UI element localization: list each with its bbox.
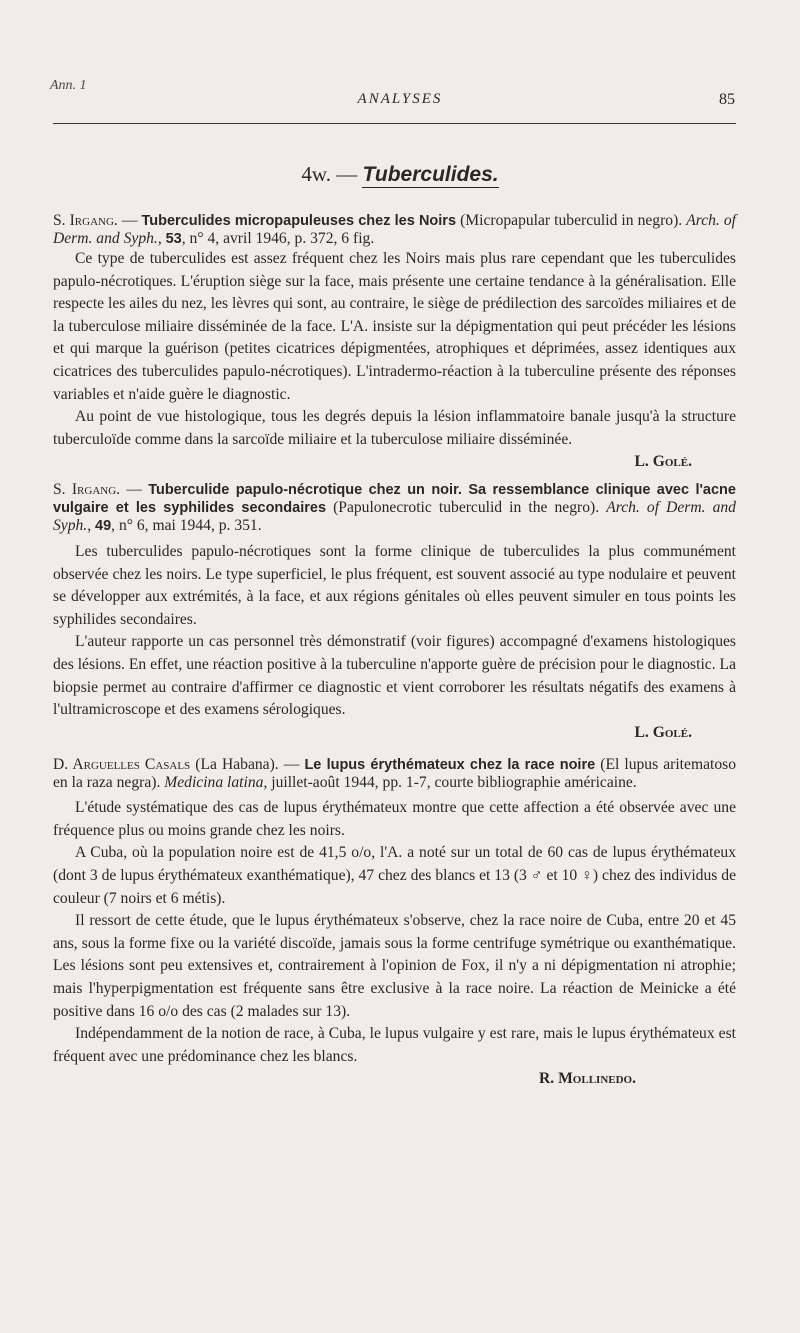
article-reference [53, 756, 736, 791]
section-number: 4w. — [301, 162, 363, 186]
abstract-paragraph: Il ressort de cette étude, que le lupus érythémateux s'observe, chez la race noire de Cuba, entre 20 et 45 ans, sous la forme fixe ou la variété discoïde, jamais sous la forme centrifuge symétrique ou exanthématique. Les lésions sont peu extensives et, contrairement à l'opinion de Fox, il n'y a ni dépigmentation ni atrophie; mais l'hyperpigmentation est fréquente sans être exclusive à la race noire. La réaction de Meinicke a été positive dans 16 o/o des cas (2 malades sur 13). [53, 912, 736, 1020]
article-body [53, 212, 736, 1091]
reference-separator: , [263, 774, 272, 792]
reference-dash: — [120, 480, 149, 498]
abstract-paragraph: Indépendamment de la notion de race, à Cuba, le lupus vulgaire y est rare, mais le lupus érythémateux est fréquent avec une prédominance chez les blancs. [53, 1025, 736, 1065]
abstract-paragraph: Au point de vue histologique, tous les degrés depuis la lésion inflammatoire banale jusqu'à la structure tuberculoïde comme dans la sarcoïde miliaire et la tuberculose miliaire disséminée. [53, 408, 736, 448]
article-author: S. Irgang. [53, 212, 118, 229]
handwritten-margin-note: Ann. 1 [50, 78, 87, 93]
journal-volume: 49 [95, 517, 112, 534]
original-title: (El lupus aritematoso en la raza negra). [53, 756, 736, 792]
journal-volume: 53 [165, 231, 182, 247]
abstract-paragraph: L'étude systématique des cas de lupus érythémateux montre que cette affection a été observée avec une fréquence plus ou moins grande chez les noirs. [53, 799, 736, 839]
running-title: ANALYSES [357, 91, 443, 107]
header-rule [53, 123, 736, 124]
article-title: Tuberculide papulo-nécrotique chez un noir. Sa ressemblance clinique avec l'acne vulgaire et les syphilides secondaires [53, 481, 736, 516]
reference-details: , n° 6, mai 1944, p. 351. [111, 516, 262, 534]
page-number: 85 [719, 91, 735, 108]
abstract-paragraph: Ce type de tuberculides est assez fréquent chez les Noirs mais plus rare cependant que les tuberculides papulo-nécrotiques. L'éruption siège sur la face, mais présente une certaine tendance à la généralisation. Elle respecte les ailes du nez, les lèvres qui sont, au contraire, le siège de prédilection des sarcoïdes miliaires et de la tuberculose miliaire disséminée de la face. L'A. insiste sur la dépigmentation qui peut précéder les lésions et qui marque la guérison (petites cicatrices dépigmentées, atrophiques et déprimées, assez identiques aux cicatrices des tuberculides papulo-nécrotiques). L'intradermo-réaction à la tuberculine présente des réponses variables et n'aide guère le diagnostic. [53, 250, 736, 403]
article-title: Le lupus érythémateux chez la race noire [304, 757, 596, 774]
article-reference [53, 212, 736, 248]
article-title: Tuberculides micropapuleuses chez les Noirs [141, 213, 457, 229]
reference-details: , n° 4, avril 1946, p. 372, 6 fig. [181, 230, 375, 247]
journal-name: Arch. of Derm. and Syph. [53, 498, 736, 534]
reference-dash: — [117, 212, 142, 229]
reference-separator: , [157, 230, 166, 247]
reference-dash: (La Habana). — [190, 756, 305, 774]
abstract-paragraph: L'auteur rapporte un cas personnel très démonstratif (voir figures) accompagné d'examens histologiques des lésions. En effet, une réaction positive à la tuberculine n'apporte guère de précision pour le diagnostic. La biopsie permet au contraire d'affirmer ce diagnostic et vient corroborer les résultats négatifs des examens à l'ultramicroscope et des examens sérologiques. [53, 633, 736, 719]
abstract-paragraph: A Cuba, où la population noire est de 41,5 o/o, l'A. a noté sur un total de 60 cas de lupus érythémateux (dont 3 de lupus érythémateux exanthématique), 47 chez des blancs et 13 (3 ♂ et 10 ♀) chez des individus de couleur (7 noirs et 6 métis). [53, 844, 736, 907]
section-heading [0, 162, 800, 187]
article-reference [53, 481, 736, 535]
article-author: S. Irgang. [53, 480, 121, 498]
original-title: (Papulonecrotic tuberculid in the negro). [326, 498, 607, 516]
section-title: Tuberculides. [362, 163, 499, 186]
journal-name: Arch. of Derm. and Syph. [53, 212, 736, 247]
reference-separator: , [87, 516, 96, 534]
reviewer-signature: L. Golé. [634, 723, 692, 741]
abstract-paragraph: Les tuberculides papulo-nécrotiques sont la forme clinique de tuberculides la plus communément observée chez les noirs. Le type superficiel, le plus fréquent, est souvent associé au type nodulaire et peuvent se développer aux extrémités, à la face, et aux régions génitales où elles peuvent simuler en tous points les syphilides secondaires. [53, 542, 736, 628]
reviewer-signature: R. Mollinedo. [539, 1070, 636, 1088]
reviewer-signature: L. Golé. [634, 453, 692, 471]
journal-name: Medicina latina [164, 774, 264, 792]
article-author: D. Arguelles Casals [53, 756, 191, 774]
original-title: (Micropapular tuberculid in negro). [456, 212, 687, 229]
reference-details: juillet-août 1944, pp. 1-7, courte bibliographie américaine. [271, 774, 637, 792]
